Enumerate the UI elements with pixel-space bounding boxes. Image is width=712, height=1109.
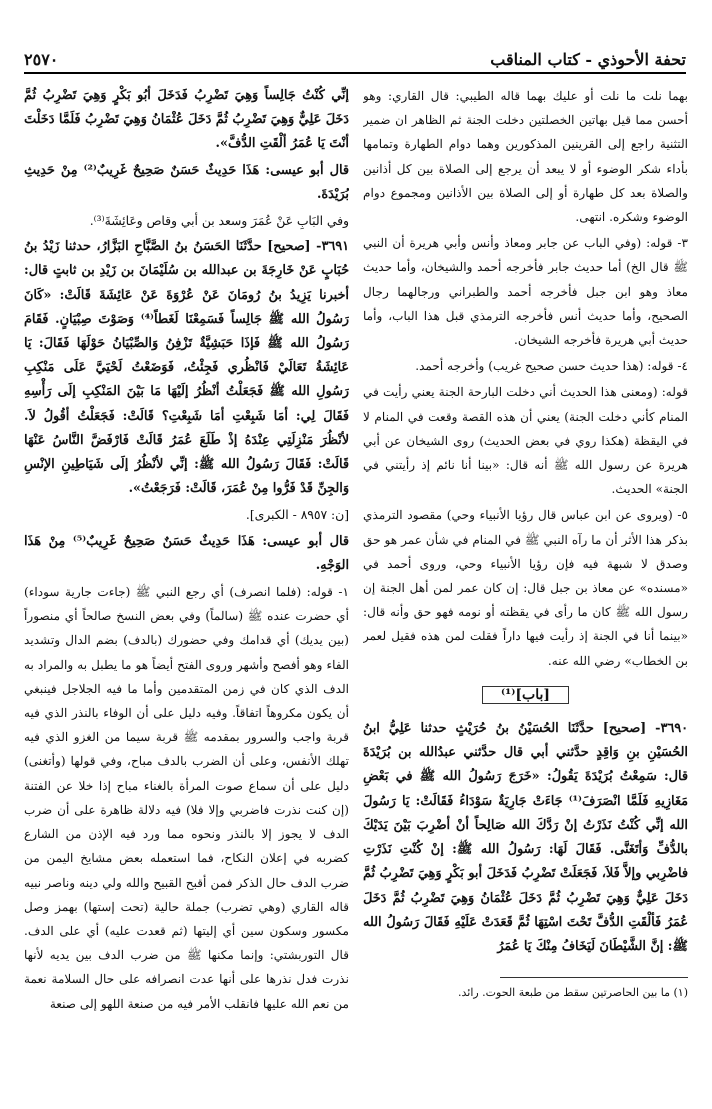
section-heading bbox=[363, 683, 688, 707]
commentary-paragraph: قوله: (ومعنى هذا الحديث أني دخلت البارحة الجنة يعني رأيت في المنام كأني دخلت الجنة) يعني أن هذه القصة وقعت في المنام لا في اليقظة (هكذا روي في بعض الحديث) روى الشيخان عن أبي هريرة عن رسول الله ﷺ أنه قال: «بينا أنا نائم إذ رأيتني في الجنة» الحديث. bbox=[363, 385, 688, 497]
commentary-paragraph: ٤- قوله: (هذا حديث حسن صحيح غريب) وأخرجه أحمد. bbox=[415, 359, 688, 374]
hadith-grading: قال أبو عيسى: هَذَا حَدِيثٌ حَسَنٌ صَحِيحٌ غَرِيبٌ⁽²⁾ مِنْ حَدِيثِ بُرَيْدَةَ. bbox=[24, 162, 349, 202]
section-heading-label: [باب]⁽¹⁾ bbox=[482, 686, 569, 704]
hadith-grading: قال أبو عيسى: هَذَا حَدِيثٌ حَسَنٌ صَحِيحٌ غَرِيبٌ⁽⁵⁾ مِنْ هَذَا الوَجْهِ. bbox=[24, 533, 349, 573]
running-title: تحفة الأحوذي - كتاب المناقب bbox=[490, 50, 686, 69]
left-column bbox=[24, 84, 349, 1091]
commentary-paragraph: ٣- قوله: (وفي الباب عن جابر ومعاذ وأنس وأبي هريرة أن النبي ﷺ قال الخ) أما حديث جابر فأخرجه أحمد والشيخان، وأما حديث معاذ وهو ابن جبل فأخرجه أحمد والطبراني ورجالهما رجال الصحيح، وأما حديث أنس فأخرجه الترمذي قبل هذا الباب، وأما حديث أبي هريرة فأخرجه الشيخان. bbox=[363, 236, 688, 348]
page-header bbox=[24, 40, 686, 74]
reference: [ن: ٨٩٥٧ - الكبرى]. bbox=[245, 508, 349, 523]
commentary-paragraph: ١- قوله: (فلما انصرف) أي رجع النبي ﷺ (جاءت جارية سوداء) أي حضرت عنده ﷺ (سالماً) وفي بعض النسخ صالحاً أي منصوراً (بين يديك) أي قدامك وفي حضورك (بالدف) بضم الدال وتشديد الفاء وهو أفصح وأشهر وروى الفتح أيضاً هو ما يطبل به والمراد به الدف الذي كان في زمن المتقدمين وأما ما فيه الجلاجل فينبغي أن يكون مكروهاً اتفاقاً. وفيه دليل على أن الوفاء بالنذر الذي فيه قربة واجب والسرور بمقدمه ﷺ قربة سيما من الغزو الذي فيه تهلك الأنفس، وعلى أن الضرب بالدف مباح، وفي قولها (وأتغنى) دليل على أن سماع صوت المرأة بالغناء مباح إذا خلا عن الفتنة (إن كنت نذرت فاضربي وإلا فلا) فيه دلالة ظاهرة على أن ضرب الدف لا يجوز إلا بالنذر ونحوه مما ورد فيه الإذن من الشارع كضربه في إعلان النكاح، فما استعمله بعض مشايخ اليمن من ضرب الدف حال الذكر فمن أقبح القبيح والله ولي دينه وناصر نبيه قاله القاري (وهي تضرب) جملة حالية (تحت إستها) بهمز وصل مكسور وسكون سين أي إليتها (ثم قعدت عليه) أي على الدف. قال التوربشتي: وإنما مكنها ﷺ من ضرب الدف بين يديه لأنها نذرت فدل نذرها على أنها عدت انصرافه على حال السلامة نعمة من نعم الله عليها فانقلب الأمر فيه من صنعة اللهو إلى صنعة bbox=[24, 585, 349, 1011]
hadith-3690: ٣٦٩٠- [صحيح] حدَّثَنَا الحُسَيْنُ بنُ حُرَيْثٍ حدثنا عَلِيُّ ابنُ الحُسَيْنِ بنِ وَاقِدٍ حدَّثني أبي قال حدَّثني عبدُالله بن بُرَيْدَةَ قال: سَمِعْتُ بُرَيْدَةَ يَقُولُ: «خَرَجَ رَسُولُ الله ﷺ في بَعْضِ مَغَازِيهِ فَلَمَّا انْصَرَفَ⁽¹⁾ جَاءَتْ جَارِيَةٌ سَوْدَاءُ فَقَالَتْ: يَا رَسُولَ الله إنِّي كُنْتُ نَذَرْتُ إنْ رَدَّكَ الله صَالِحاً أنْ أضْرِبَ بَيْنَ يَدَيْكَ بالدُّفِّ وَأتَغَنَّى. فَقَالَ لَهَا: رَسُولُ الله ﷺ: إنْ كُنْتِ نَذَرْتِ فاضْرِبي وإلاَّ فَلاَ، فَجَعَلَتْ تَضْرِبُ فَدَخَلَ أبو بَكْرٍ وَهِيَ تَضْرِبُ ثُمَّ دَخَلَ عَلِيٌّ وَهِيَ تَضْرِبُ ثُمَّ دَخَلَ عُثْمَانُ وَهِيَ تَضْرِبُ ثُمَّ دَخَلَ عُمَرُ فَألْقَتِ الدُّفَّ تَحْتَ اسْتِهَا ثُمَّ قَعَدَتْ عَلَيْهِ فَقَالَ رَسُولُ الله ﷺ: إنَّ الشَّيْطَانَ لَيَخَافُ مِنْكَ يَا عُمَرُ bbox=[363, 721, 688, 954]
bab-note: وفي البَابِ عَنْ عُمَرَ وسعد بن أبي وقاص وعَائِشَةَ⁽³⁾. bbox=[89, 214, 349, 229]
hadith-3691: ٣٦٩١- [صحيح] حدَّثَنَا الحَسَنُ بنُ الصَّبَّاحِ البَزَّارُ، حدثنا زَيْدُ بنُ حُبَابٍ عَنْ خَارِجَةَ بن عبدالله بن سُلَيْمَانَ بن زَيْدِ بن ثابتٍ قال: أخبرنا يَزِيدُ بنُ رُومَانَ عَنْ عُرْوَةَ عَنْ عَائِشَةَ قَالَتْ: «كَانَ رَسُولُ الله ﷺ جَالِساً فَسَمِعْنَا لَغَطاً⁽⁴⁾ وَصَوْتَ صِبْيَانٍ. فَقَامَ رَسُولُ الله ﷺ فَإذَا حَبَشِيَّةٌ تَزْفِنُ وَالصِّبْيَانُ حَوْلَهَا فَقَالَ: يَا عَائِشَةُ تَعَالَيْ فَانْظُري فَجِئْتُ، فَوَضَعْتُ لَحْيَيَّ عَلَى مَنْكِبِ رَسُولِ الله ﷺ فَجَعَلْتُ أنْظُرُ إلَيْهَا مَا بَيْنَ المَنْكِبِ إلَى رَأْسِهِ فَقَالَ لِي: أمَا شَبِعْتِ أمَا شَبِعْتِ؟ قَالَتْ: فَجَعَلْتُ أقُولُ لاَ. لأنْظُرَ مَنْزِلَتِي عِنْدَهُ إذْ طَلَعَ عُمَرُ قَالَتْ فَارْفَضَّ النَّاسُ عَنْهَا قَالَتْ: فَقَالَ رَسُولُ الله ﷺ: إنِّي لأنْظُرُ إلَى شَيَاطِينِ الإنْسِ وَالجِنِّ قَدْ فَرُّوا مِنْ عُمَرَ، قَالَتْ: فَرَجَعْتُ». bbox=[24, 239, 349, 497]
commentary-paragraph: بهما نلت ما نلت أو عليك بهما قاله الطيبي: قال القاري: وهو أحسن مما قيل بهاتين الخصلتين دخلت الجنة ثم الظاهر ان ضمير التثنية راجع إلى القرينين المذكورين وهما دوام الطهارة وتمامها بأداء شكر الوضوء أو لا يبعد أن يرجع إلى الصلاة بين كل أذانين والصلاة بعد كل طهارة أو إلى الصلاة بين الأذانين ومجموع دوام الوضوء وشكره. انتهى. bbox=[363, 89, 688, 225]
text-columns bbox=[24, 84, 688, 1091]
right-column bbox=[363, 84, 688, 1091]
footnote-divider bbox=[500, 977, 689, 978]
page-number: ٢٥٧٠ bbox=[24, 50, 59, 69]
commentary-paragraph: ٥- (ويروى عن ابن عباس قال رؤيا الأنبياء وحي) مقصود الترمذي بذكر هذا الأثر أن ما رآه النبي ﷺ في المنام في شأن عمر هو حق وصدق لا شبهة فيه فإن رؤيا الأنبياء وحي، وروى أحمد في «مسنده» عن معاذ بن جبل قال: إن كان عمر لمن أهل الجنة إن رسول الله ﷺ كان ما رأى في يقظته أو نومه فهو حق وأنه قال: «بينما أنا في الجنة إذ رأيت فيها داراً فقلت لمن هذه فقيل لعمر بن الخطاب» رضي الله عنه. bbox=[363, 508, 688, 668]
hadith-continuation: إنِّي كُنْتُ جَالِساً وَهِيَ تَضْرِبُ فَدَخَلَ أبُو بَكْرٍ وَهِيَ تَضْرِبُ ثُمَّ دَخَلَ عَلِيٌّ وَهِيَ تَضْرِبُ ثُمَّ دَخَلَ عُثْمَانُ وَهِيَ تَضْرِبُ فَلَمَّا دَخَلْتَ أنْتَ يَا عُمَرُ ألْقَتِ الدُّفَّ». bbox=[24, 88, 349, 152]
footnote: (١) ما بين الحاصرتين سقط من طبعة الحوت. رائد. bbox=[457, 986, 688, 1000]
